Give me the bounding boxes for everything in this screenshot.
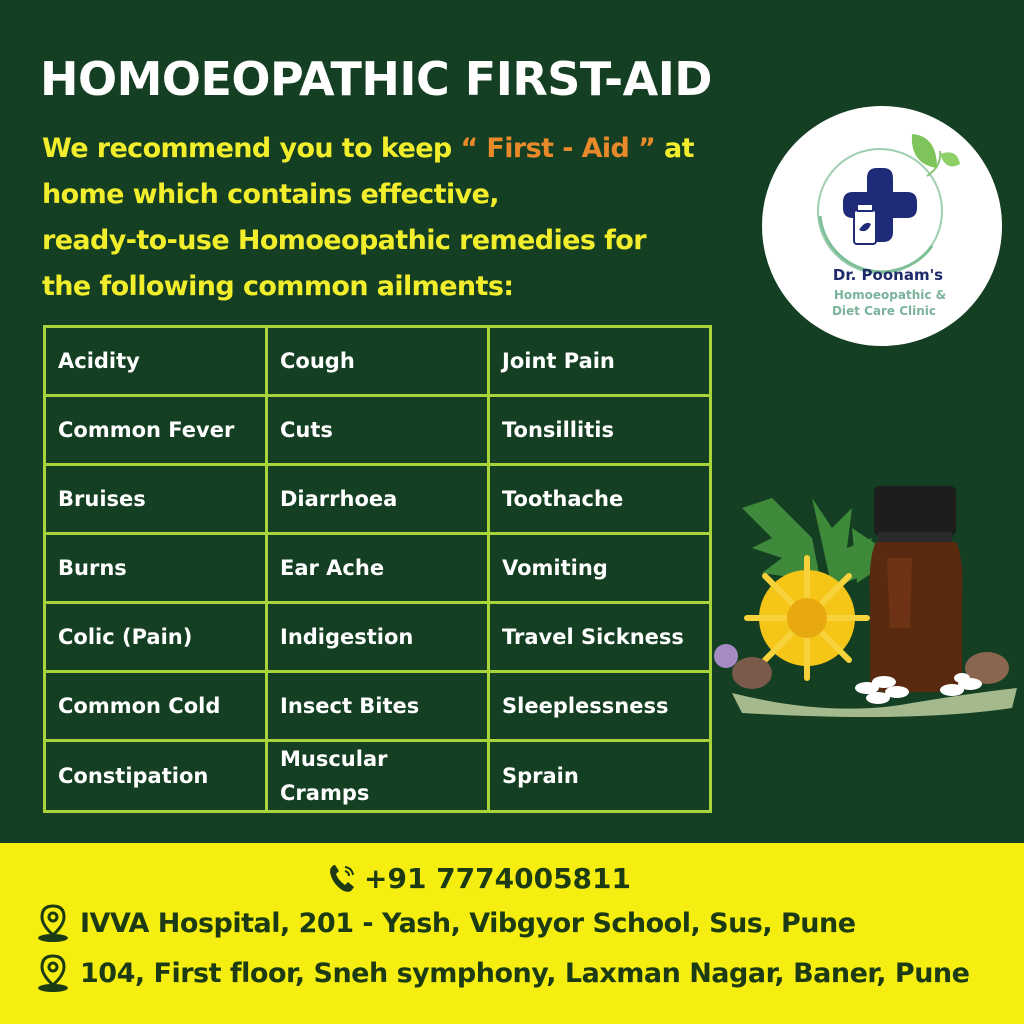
table-row (45, 465, 711, 534)
intro-line-1-start: We recommend you to keep (42, 133, 461, 164)
table-cell: Sprain (489, 741, 711, 812)
table-row (45, 534, 711, 603)
table-cell: Muscular Cramps (267, 741, 489, 812)
intro-line-2: home which contains effective, (42, 179, 499, 210)
contact-footer (0, 843, 1024, 1024)
table-cell: Burns (45, 534, 267, 603)
table-cell: Indigestion (267, 603, 489, 672)
flower-bottle-pills-image (712, 478, 1024, 728)
table-cell: Constipation (45, 741, 267, 812)
location-pin-icon (36, 953, 70, 993)
table-cell: Common Fever (45, 396, 267, 465)
intro-line-3: ready-to-use Homoeopathic remedies for (42, 225, 646, 256)
first-aid-highlight: “ First - Aid ” (460, 133, 656, 164)
intro-line-4: the following common ailments: (42, 271, 514, 302)
table-cell: Acidity (45, 327, 267, 396)
address-line-2 (36, 953, 969, 993)
table-cell: Colic (Pain) (45, 603, 267, 672)
table-cell: Toothache (489, 465, 711, 534)
table-row (45, 327, 711, 396)
intro-line-1-end: at (655, 133, 694, 164)
table-row (45, 672, 711, 741)
page-title: HOMOEOPATHIC FIRST-AID (40, 52, 712, 106)
address-1-text: IVVA Hospital, 201 - Yash, Vibgyor School, Sus, Pune (80, 907, 856, 939)
table-cell: Bruises (45, 465, 267, 534)
table-cell: Cough (267, 327, 489, 396)
table-cell: Sleeplessness (489, 672, 711, 741)
intro-text (42, 126, 762, 310)
intro-line-1 (42, 126, 762, 172)
address-2-text: 104, First floor, Sneh symphony, Laxman Nagar, Baner, Pune (80, 957, 970, 989)
phone-number[interactable]: +91 7774005811 (364, 861, 631, 895)
table-row (45, 396, 711, 465)
table-cell: Cuts (267, 396, 489, 465)
ailments-table (43, 325, 712, 813)
table-cell: Insect Bites (267, 672, 489, 741)
table-cell: Joint Pain (489, 327, 711, 396)
clinic-subtitle-1: Homoeopathic & (833, 288, 947, 302)
phone-icon (326, 861, 360, 895)
address-line-1 (36, 903, 856, 943)
table-cell: Ear Ache (267, 534, 489, 603)
clinic-name: Dr. Poonam's (832, 266, 944, 284)
table-cell: Common Cold (45, 672, 267, 741)
clinic-subtitle-2: Diet Care Clinic (831, 304, 937, 318)
table-row (45, 603, 711, 672)
table-cell: Travel Sickness (489, 603, 711, 672)
phone-line (326, 861, 631, 895)
clinic-logo (762, 106, 1002, 346)
location-pin-icon (36, 903, 70, 943)
table-cell: Diarrhoea (267, 465, 489, 534)
table-cell: Tonsillitis (489, 396, 711, 465)
table-row (45, 741, 711, 812)
table-cell: Vomiting (489, 534, 711, 603)
